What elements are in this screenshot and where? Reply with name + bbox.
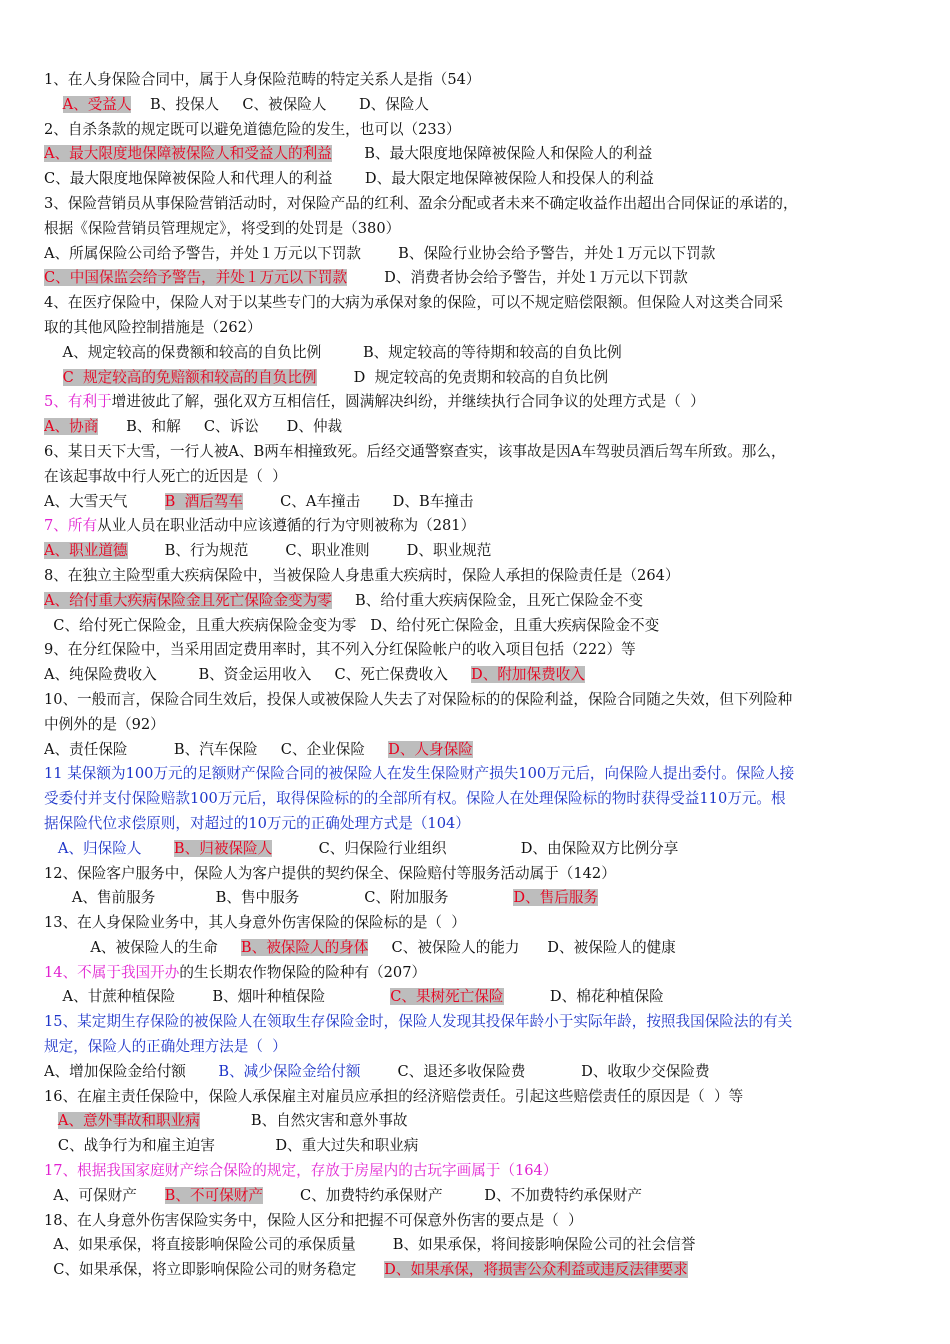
text-line (44, 490, 906, 515)
text-segment: 中例外的是（92） (44, 715, 165, 733)
text-segment: A、责任保险 B、汽车保险 C、企业保险 (44, 740, 389, 758)
text-segment: A、被保险人的生命 (44, 938, 241, 956)
text-segment: 17、根据我国家庭财产综合保险的规定，存放于房屋内的古玩字画属于（164） (44, 1162, 558, 1180)
text-line (44, 1010, 906, 1035)
highlighted-answer: B、不可保财产 (164, 1186, 263, 1204)
text-line (44, 93, 906, 118)
text-segment: 1、在人身保险合同中，属于人身保险范畴的特定关系人是指（54） (44, 71, 481, 88)
highlighted-answer: A、意外事故和职业病 (57, 1112, 200, 1130)
highlighted-answer: B 酒后驾车 (164, 492, 244, 510)
text-segment: B、投保人 C、被保险人 D、保险人 (131, 95, 430, 113)
text-line (44, 1035, 906, 1060)
text-segment: 9、在分红保险中，当采用固定费用率时，其不列入分红保险帐户的收入项目包括（222）等 (44, 641, 636, 659)
text-line (44, 118, 906, 143)
highlighted-answer: D、售后服务 (513, 889, 599, 907)
text-segment: 14、不属于我国开办 (44, 963, 180, 981)
text-segment: A、可保财产 (44, 1186, 165, 1204)
text-line (44, 1258, 906, 1283)
text-line (44, 242, 906, 267)
text-segment: B、行为规范 C、职业准则 D、职业规范 (127, 542, 492, 560)
text-segment: 4、在医疗保险中，保险人对于以某些专门的大病为承保对象的保险，可以不规定赔偿限额。但保险人对这类合同采 (44, 294, 783, 312)
highlighted-answer: D、附加保费收入 (471, 666, 585, 684)
text-line (44, 886, 906, 911)
text-segment: 10、一般而言，保险合同生效后，投保人或被保险人失去了对保险标的的保险利益，保险合同随之失效，但下列险种 (44, 690, 793, 708)
text-segment: 从业人员在职业活动中应该遵循的行为守则被称为（281） (97, 517, 476, 535)
text-segment: C、退还多收保险费 D、收取少交保险费 (360, 1062, 710, 1080)
text-line (44, 1233, 906, 1258)
text-line (44, 1184, 906, 1209)
text-segment: 规定，保险人的正确处理方法是（ ） (44, 1038, 287, 1056)
text-line (44, 291, 906, 316)
highlighted-answer: A、最大限度地保障被保险人和受益人的利益 (44, 145, 332, 163)
text-line (44, 217, 906, 242)
highlighted-answer: B、被保险人的身体 (240, 938, 369, 956)
text-line (44, 390, 906, 415)
text-segment: A、纯保险费收入 B、资金运用收入 C、死亡保费收入 (44, 666, 472, 684)
text-line (44, 564, 906, 589)
text-line (44, 1159, 906, 1184)
text-segment: 6、某日天下大雪，一行人被A、B两车相撞致死。后经交通警察查实，该事故是因A车驾驶员酒后驾车所致。那么， (44, 442, 786, 460)
text-line (44, 316, 906, 341)
text-line (44, 266, 906, 291)
text-line (44, 985, 906, 1010)
text-line (44, 1134, 906, 1159)
text-line (44, 465, 906, 490)
text-segment: A、大雪天气 (44, 492, 165, 510)
text-line (44, 415, 906, 440)
text-segment (44, 369, 63, 386)
text-line (44, 366, 906, 391)
text-segment: 受委付并支付保险赔款100万元后，取得保险标的的全部所有权。保险人在处理保险标的物时获得受益110万元。根 (44, 790, 786, 808)
text-segment: 18、在人身意外伤害保险实务中，保险人区分和把握不可保意外伤害的要点是（ ） (44, 1211, 583, 1229)
text-segment: 15、某定期生存保险的被保险人在领取生存保险金时，保险人发现其投保年龄小于实际年龄，按照我国保险法的有关 (44, 1013, 793, 1031)
text-segment: 11 某保额为100万元的足额财产保险合同的被保险人在发生保险财产损失100万元后，向保险人提出委付。保险人接 (44, 765, 795, 783)
text-segment: B、自然灾害和意外事故 (199, 1112, 408, 1130)
text-segment: 3、保险营销员从事保险营销活动时，对保险产品的红利、盈余分配或者未来不确定收益作出超出合同保证的承诺的， (44, 194, 798, 212)
text-segment: 7、所有 (44, 517, 98, 535)
text-segment: 取的其他风险控制措施是（262） (44, 318, 262, 336)
highlighted-answer: D、如果承保，将损害公众利益或违反法律要求 (384, 1261, 688, 1279)
text-line (44, 142, 906, 167)
text-line (44, 341, 906, 366)
text-segment: C、如果承保，将立即影响保险公司的财务稳定 (44, 1261, 385, 1279)
text-line (44, 911, 906, 936)
text-line (44, 688, 906, 713)
text-line (44, 440, 906, 465)
text-line (44, 1060, 906, 1085)
text-line (44, 787, 906, 812)
highlighted-answer: D、人身保险 (388, 740, 473, 758)
text-segment: C、最大限度地保障被保险人和代理人的利益 D、最大限定地保障被保险人和投保人的利益 (44, 170, 654, 188)
text-segment: C、加费特约承保财产 D、不加费特约承保财产 (262, 1186, 642, 1204)
text-segment: B、给付重大疾病保险金，且死亡保险金不变 (331, 591, 644, 609)
highlighted-answer: A、给付重大疾病保险金且死亡保险金变为零 (44, 591, 332, 609)
text-segment: 12、保险客户服务中，保险人为客户提供的契约保全、保险赔付等服务活动属于（142） (44, 864, 616, 882)
text-line (44, 812, 906, 837)
text-segment (44, 1112, 58, 1129)
highlighted-answer: A、职业道德 (44, 542, 128, 560)
text-segment: 增进彼此了解，强化双方互相信任，圆满解决纠纷，并继续执行合同争议的处理方式是（ ） (111, 393, 705, 411)
text-line (44, 614, 906, 639)
question-document (44, 68, 906, 1283)
text-segment: B、最大限度地保障被保险人和保险人的利益 (331, 145, 653, 163)
text-segment: A、甘蔗种植保险 B、烟叶种植保险 (44, 988, 391, 1006)
text-segment: C、给付死亡保险金，且重大疾病保险金变为零 D、给付死亡保险金，且重大疾病保险金不变 (44, 616, 660, 634)
text-segment: D 规定较高的免责期和较高的自负比例 (316, 368, 609, 386)
text-line (44, 762, 906, 787)
text-segment: 8、在独立主险型重大疾病保险中，当被保险人身患重大疾病时，保险人承担的保险责任是（264） (44, 566, 680, 584)
text-line (44, 68, 906, 93)
text-line (44, 936, 906, 961)
text-segment: 据保险代位求偿原则，对超过的10万元的正确处理方式是（104） (44, 814, 470, 832)
text-segment: D、棉花种植保险 (503, 988, 664, 1006)
highlighted-answer: A、受益人 (62, 95, 132, 113)
highlighted-answer: C、中国保监会给予警告，并处１万元以下罚款 (44, 269, 348, 287)
text-segment: A、归保险人 (44, 839, 174, 857)
highlighted-answer: A、协商 (44, 418, 99, 436)
text-segment (44, 96, 63, 113)
text-line (44, 589, 906, 614)
text-segment: C、A车撞击 D、B车撞击 (243, 492, 474, 510)
text-segment: A、如果承保，将直接影响保险公司的承保质量 B、如果承保，将间接影响保险公司的社会信誉 (44, 1236, 696, 1254)
text-segment: C、归保险行业组织 D、由保险双方比例分享 (272, 839, 679, 857)
text-line (44, 738, 906, 763)
text-line (44, 1209, 906, 1234)
text-segment: A、增加保险金给付额 (44, 1062, 219, 1080)
text-segment: D、消费者协会给予警告，并处１万元以下罚款 (347, 269, 688, 287)
text-segment: B、和解 C、诉讼 D、仲裁 (98, 418, 343, 436)
text-segment: A、所属保险公司给予警告，并处１万元以下罚款 B、保险行业协会给予警告，并处１万元以下罚款 (44, 244, 716, 262)
highlighted-answer: C、果树死亡保险 (390, 988, 504, 1006)
text-line (44, 1109, 906, 1134)
text-segment: A、售前服务 B、售中服务 C、附加服务 (44, 889, 514, 907)
text-segment: C、被保险人的能力 D、被保险人的健康 (368, 938, 676, 956)
text-segment: A、规定较高的保费额和较高的自负比例 B、规定较高的等待期和较高的自负比例 (44, 343, 622, 361)
text-segment: 根据《保险营销员管理规定》，将受到的处罚是（380） (44, 219, 401, 237)
text-segment: 2、自杀条款的规定既可以避免道德危险的发生，也可以（233） (44, 120, 461, 138)
text-line (44, 1085, 906, 1110)
text-segment: 13、在人身保险业务中，其人身意外伤害保险的保险标的是（ ） (44, 914, 466, 932)
text-line (44, 638, 906, 663)
text-line (44, 192, 906, 217)
text-segment: C、战争行为和雇主迫害 D、重大过失和职业病 (44, 1137, 419, 1155)
text-line (44, 862, 906, 887)
text-segment: B、减少保险金给付额 (218, 1062, 361, 1080)
highlighted-answer: C 规定较高的免赔额和较高的自负比例 (62, 368, 317, 386)
text-line (44, 837, 906, 862)
text-line (44, 961, 906, 986)
text-line (44, 713, 906, 738)
text-segment: 16、在雇主责任保险中，保险人承保雇主对雇员应承担的经济赔偿责任。引起这些赔偿责任的原因是（ ）等 (44, 1087, 744, 1105)
text-line (44, 539, 906, 564)
text-line (44, 514, 906, 539)
text-segment: 的生长期农作物保险的险种有（207） (179, 963, 427, 981)
text-segment: 5、有利于 (44, 393, 112, 411)
text-line (44, 663, 906, 688)
text-line (44, 167, 906, 192)
highlighted-answer: B、归被保险人 (173, 839, 273, 857)
text-segment: 在该起事故中行人死亡的近因是（ ） (44, 467, 287, 485)
